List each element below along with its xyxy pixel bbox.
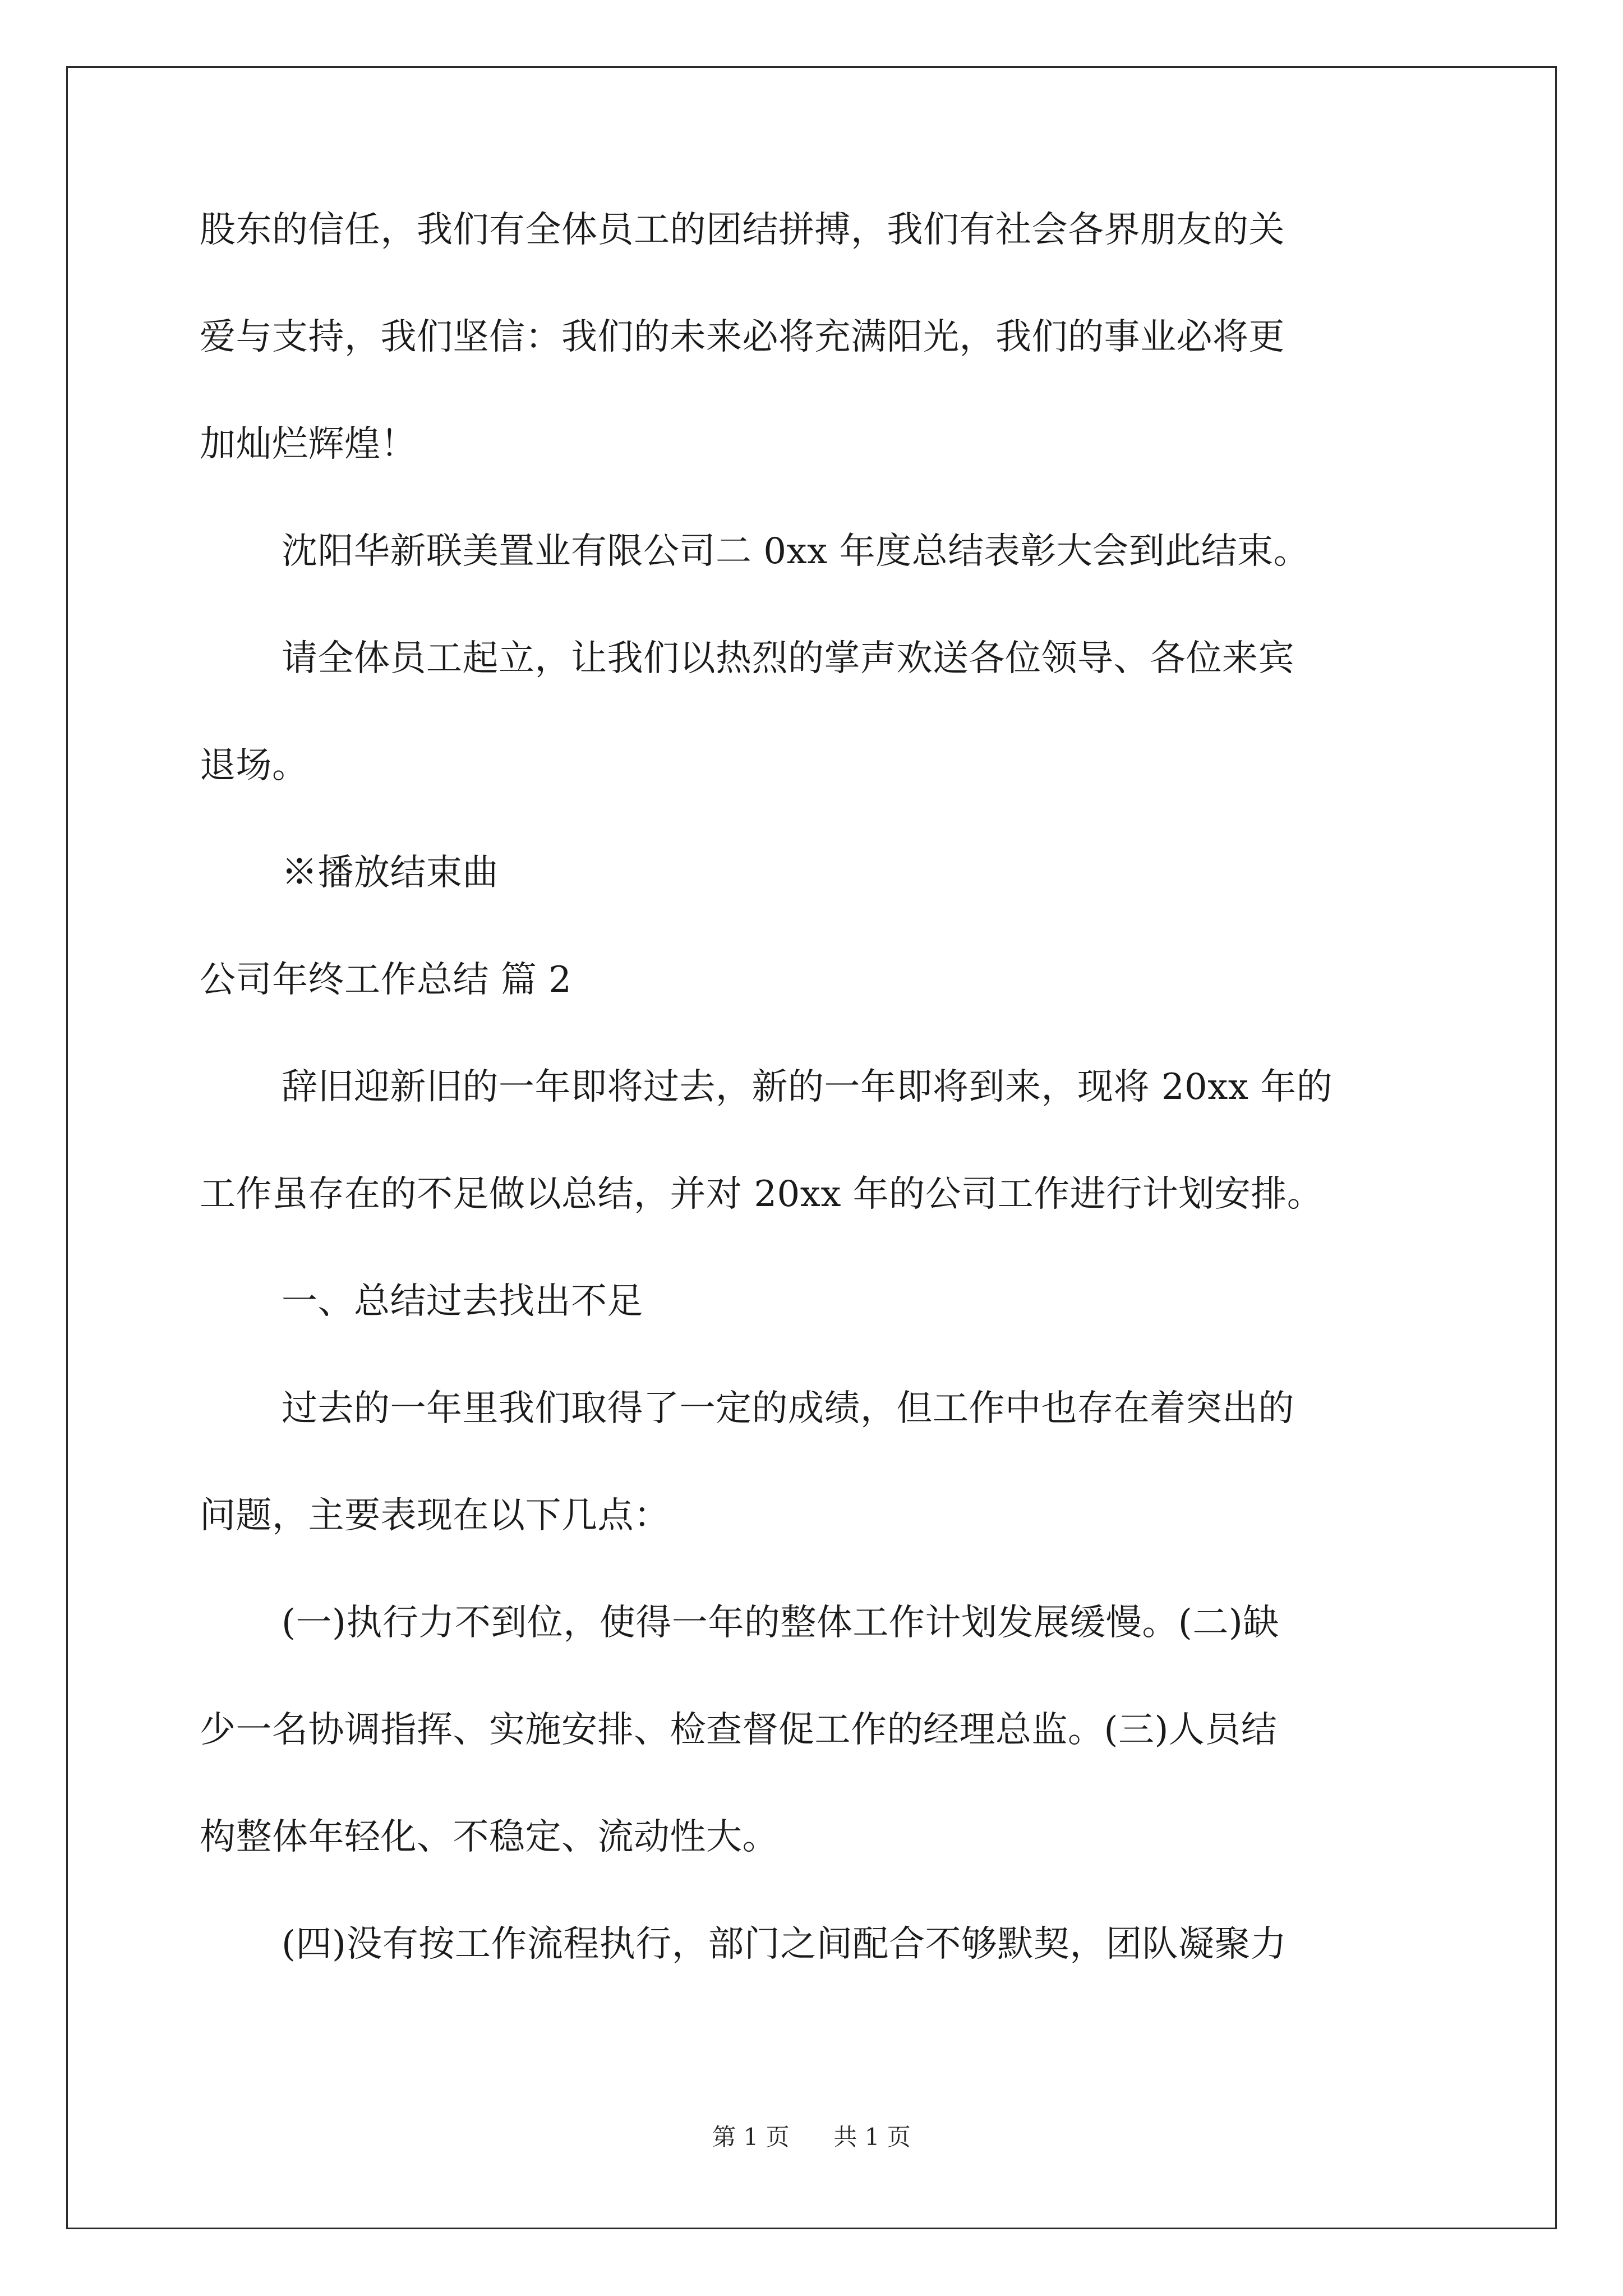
body-line: 工作虽存在的不足做以总结，并对 20xx 年的公司工作进行计划安排。 bbox=[200, 1174, 1324, 1215]
page-total: 共 1 页 bbox=[833, 2123, 911, 2151]
section-heading: 公司年终工作总结 篇 2 bbox=[200, 959, 572, 1001]
body-line: 构整体年轻化、不稳定、流动性大。 bbox=[200, 1816, 778, 1858]
page-footer bbox=[0, 2120, 1623, 2154]
paragraph-line: 辞旧迎新旧的一年即将过去，新的一年即将到来，现将 20xx 年的 bbox=[282, 1066, 1333, 1108]
body-line: 加灿烂辉煌！ bbox=[200, 424, 417, 465]
body-line: 股东的信任，我们有全体员工的团结拼搏，我们有社会各界朋友的关 bbox=[200, 209, 1285, 251]
subheading: 一、总结过去找出不足 bbox=[282, 1281, 643, 1322]
paragraph-line: 过去的一年里我们取得了一定的成绩，但工作中也存在着突出的 bbox=[282, 1388, 1294, 1429]
page-number: 第 1 页 bbox=[712, 2123, 790, 2151]
paragraph-line: 请全体员工起立，让我们以热烈的掌声欢送各位领导、各位来宾 bbox=[282, 638, 1294, 679]
body-line: 问题，主要表现在以下几点： bbox=[200, 1495, 670, 1536]
paragraph-line: (一)执行力不到位，使得一年的整体工作计划发展缓慢。(二)缺 bbox=[282, 1602, 1279, 1644]
body-line: 退场。 bbox=[200, 745, 308, 786]
page-border bbox=[66, 66, 1557, 2229]
paragraph-line: ※播放结束曲 bbox=[282, 852, 499, 894]
body-line: 少一名协调指挥、实施安排、检查督促工作的经理总监。(三)人员结 bbox=[200, 1709, 1278, 1751]
body-line: 爱与支持，我们坚信：我们的未来必将充满阳光，我们的事业必将更 bbox=[200, 316, 1285, 358]
paragraph-line: 沈阳华新联美置业有限公司二 0xx 年度总结表彰大会到此结束。 bbox=[282, 531, 1310, 572]
paragraph-line: (四)没有按工作流程执行，部门之间配合不够默契，团队凝聚力 bbox=[282, 1924, 1287, 1965]
